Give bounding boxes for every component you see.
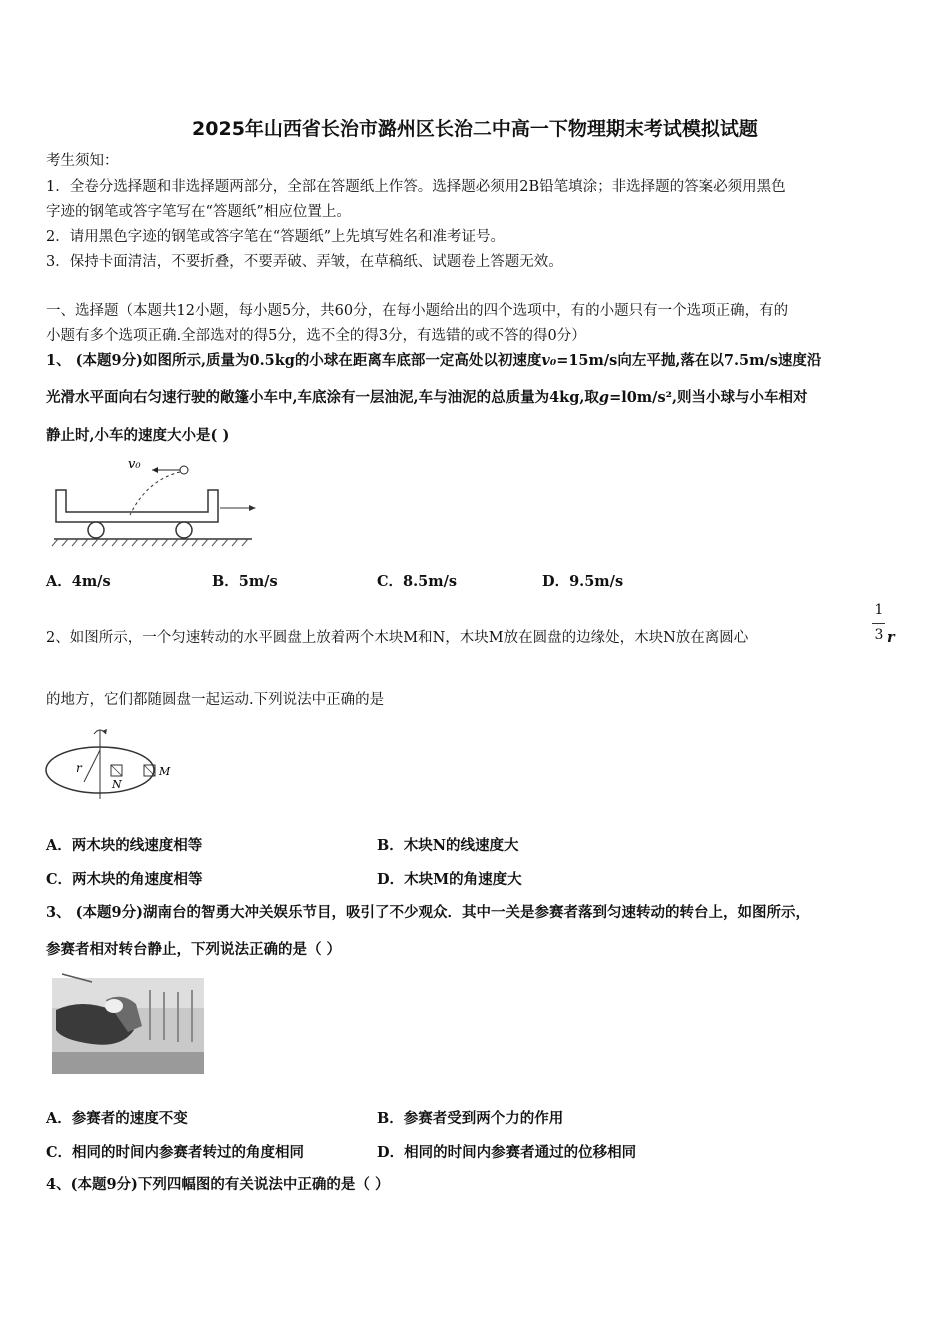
- trajectory-path: [130, 472, 180, 515]
- notice-item: 3．保持卡面清洁，不要折叠，不要弄破、弄皱，在草稿纸、试题卷上答题无效。: [46, 254, 563, 270]
- q1-text-part: =15m/s向左平抛,落在以7.5m/s速度沿: [556, 352, 822, 369]
- q1-option-c: C．8.5m/s: [377, 573, 458, 590]
- q1-option-a: A．4m/s: [46, 573, 111, 590]
- notice-item: 字迹的钢笔或答字笔写在“答题纸”相应位置上。: [46, 204, 351, 220]
- q4-text-line: 4、(本题9分)下列四幅图的有关说法中正确的是（ ）: [46, 1176, 390, 1193]
- q2-text-line: 的地方，它们都随圆盘一起运动.下列说法中正确的是: [46, 692, 385, 708]
- q2-disk-figure: [44, 722, 184, 800]
- q2-option-c: C．两木块的角速度相等: [46, 871, 203, 888]
- fraction-numerator: 1: [874, 602, 884, 618]
- q1-v0: v₀: [541, 352, 557, 369]
- radius-line: [84, 750, 100, 782]
- q2-option-d: D．木块M的角速度大: [377, 871, 522, 888]
- cart-velocity-arrowhead: [249, 505, 256, 511]
- q3-text-line: 参赛者相对转台静止，下列说法正确的是（ ）: [46, 941, 342, 958]
- page-title: 2025年山西省长治市潞州区长治二中高一下物理期末考试模拟试题: [192, 118, 758, 140]
- fraction-bar: [872, 623, 885, 624]
- q3-option-c: C．相同的时间内参赛者转过的角度相同: [46, 1144, 305, 1161]
- cart-body: [56, 490, 218, 522]
- section-line: 小题有多个选项正确.全部选对的得5分，选不全的得3分，有选错的或不答的得0分）: [46, 328, 586, 344]
- ball-icon: [180, 466, 188, 474]
- rotation-arrowhead: [102, 729, 107, 734]
- notice-item: 1．全卷分选择题和非选择题两部分，全部在答题纸上作答。选择题必须用2B铅笔填涂；非选择题的答案必须用黑色: [46, 179, 786, 195]
- q1-option-d: D．9.5m/s: [542, 573, 624, 590]
- q1-fig-v0-label: v₀: [128, 457, 141, 472]
- cart-wheel: [88, 522, 104, 538]
- section-line: 一、选择题（本题共12小题，每小题5分，共60分，在每小题给出的四个选项中，有的小题只有一个选项正确，有的: [46, 303, 789, 319]
- ground-hatching: [52, 539, 248, 546]
- q1-text-line: 静止时,小车的速度大小是( ): [46, 427, 230, 444]
- q3-text-line: 3、 (本题9分)湖南台的智勇大冲关娱乐节目，吸引了不少观众．其中一关是参赛者落到匀速转动的转台上，如图所示，: [46, 904, 810, 921]
- v0-arrowhead: [152, 467, 158, 473]
- q1-text-part: 光滑水平面向右匀速行驶的敞篷小车中,车底涂有一层油泥,车与油泥的总质量为4kg,取: [46, 389, 599, 406]
- q1-text-line: [46, 351, 821, 371]
- q1-text-part: =l0m/s²,则当小球与小车相对: [609, 389, 808, 406]
- radius-label: r: [76, 761, 82, 775]
- q3-option-a: A．参赛者的速度不变: [46, 1110, 188, 1127]
- q1-text-line: [46, 388, 808, 408]
- q1-option-b: B．5m/s: [212, 573, 278, 590]
- q1-text-part: 1、 (本题9分)如图所示,质量为0.5kg的小球在距离车底部一定高处以初速度: [46, 352, 542, 369]
- photo-ground: [52, 1052, 204, 1074]
- photo-highlight: [105, 999, 123, 1013]
- q1-g: g: [598, 389, 610, 406]
- block-m-label: M: [159, 765, 171, 778]
- q2-option-a: A．两木块的线速度相等: [46, 837, 203, 854]
- block-n-label: N: [112, 778, 122, 791]
- q3-photo: [52, 970, 204, 1074]
- q3-option-d: D．相同的时间内参赛者通过的位移相同: [377, 1144, 637, 1161]
- cart-wheel: [176, 522, 192, 538]
- fraction-denominator: 3: [874, 627, 884, 643]
- q2-text-line: 2、如图所示，一个匀速转动的水平圆盘上放着两个木块M和N，木块M放在圆盘的边缘处，木块N放在离圆心: [46, 630, 749, 646]
- fraction-variable: r: [887, 629, 895, 646]
- notice-item: 2．请用黑色字迹的钢笔或答字笔在“答题纸”上先填写姓名和准考证号。: [46, 229, 506, 245]
- q3-option-b: B．参赛者受到两个力的作用: [377, 1110, 564, 1127]
- notice-heading: 考生须知：: [46, 153, 119, 169]
- q1-cart-figure: [52, 450, 262, 550]
- q2-option-b: B．木块N的线速度大: [377, 837, 519, 854]
